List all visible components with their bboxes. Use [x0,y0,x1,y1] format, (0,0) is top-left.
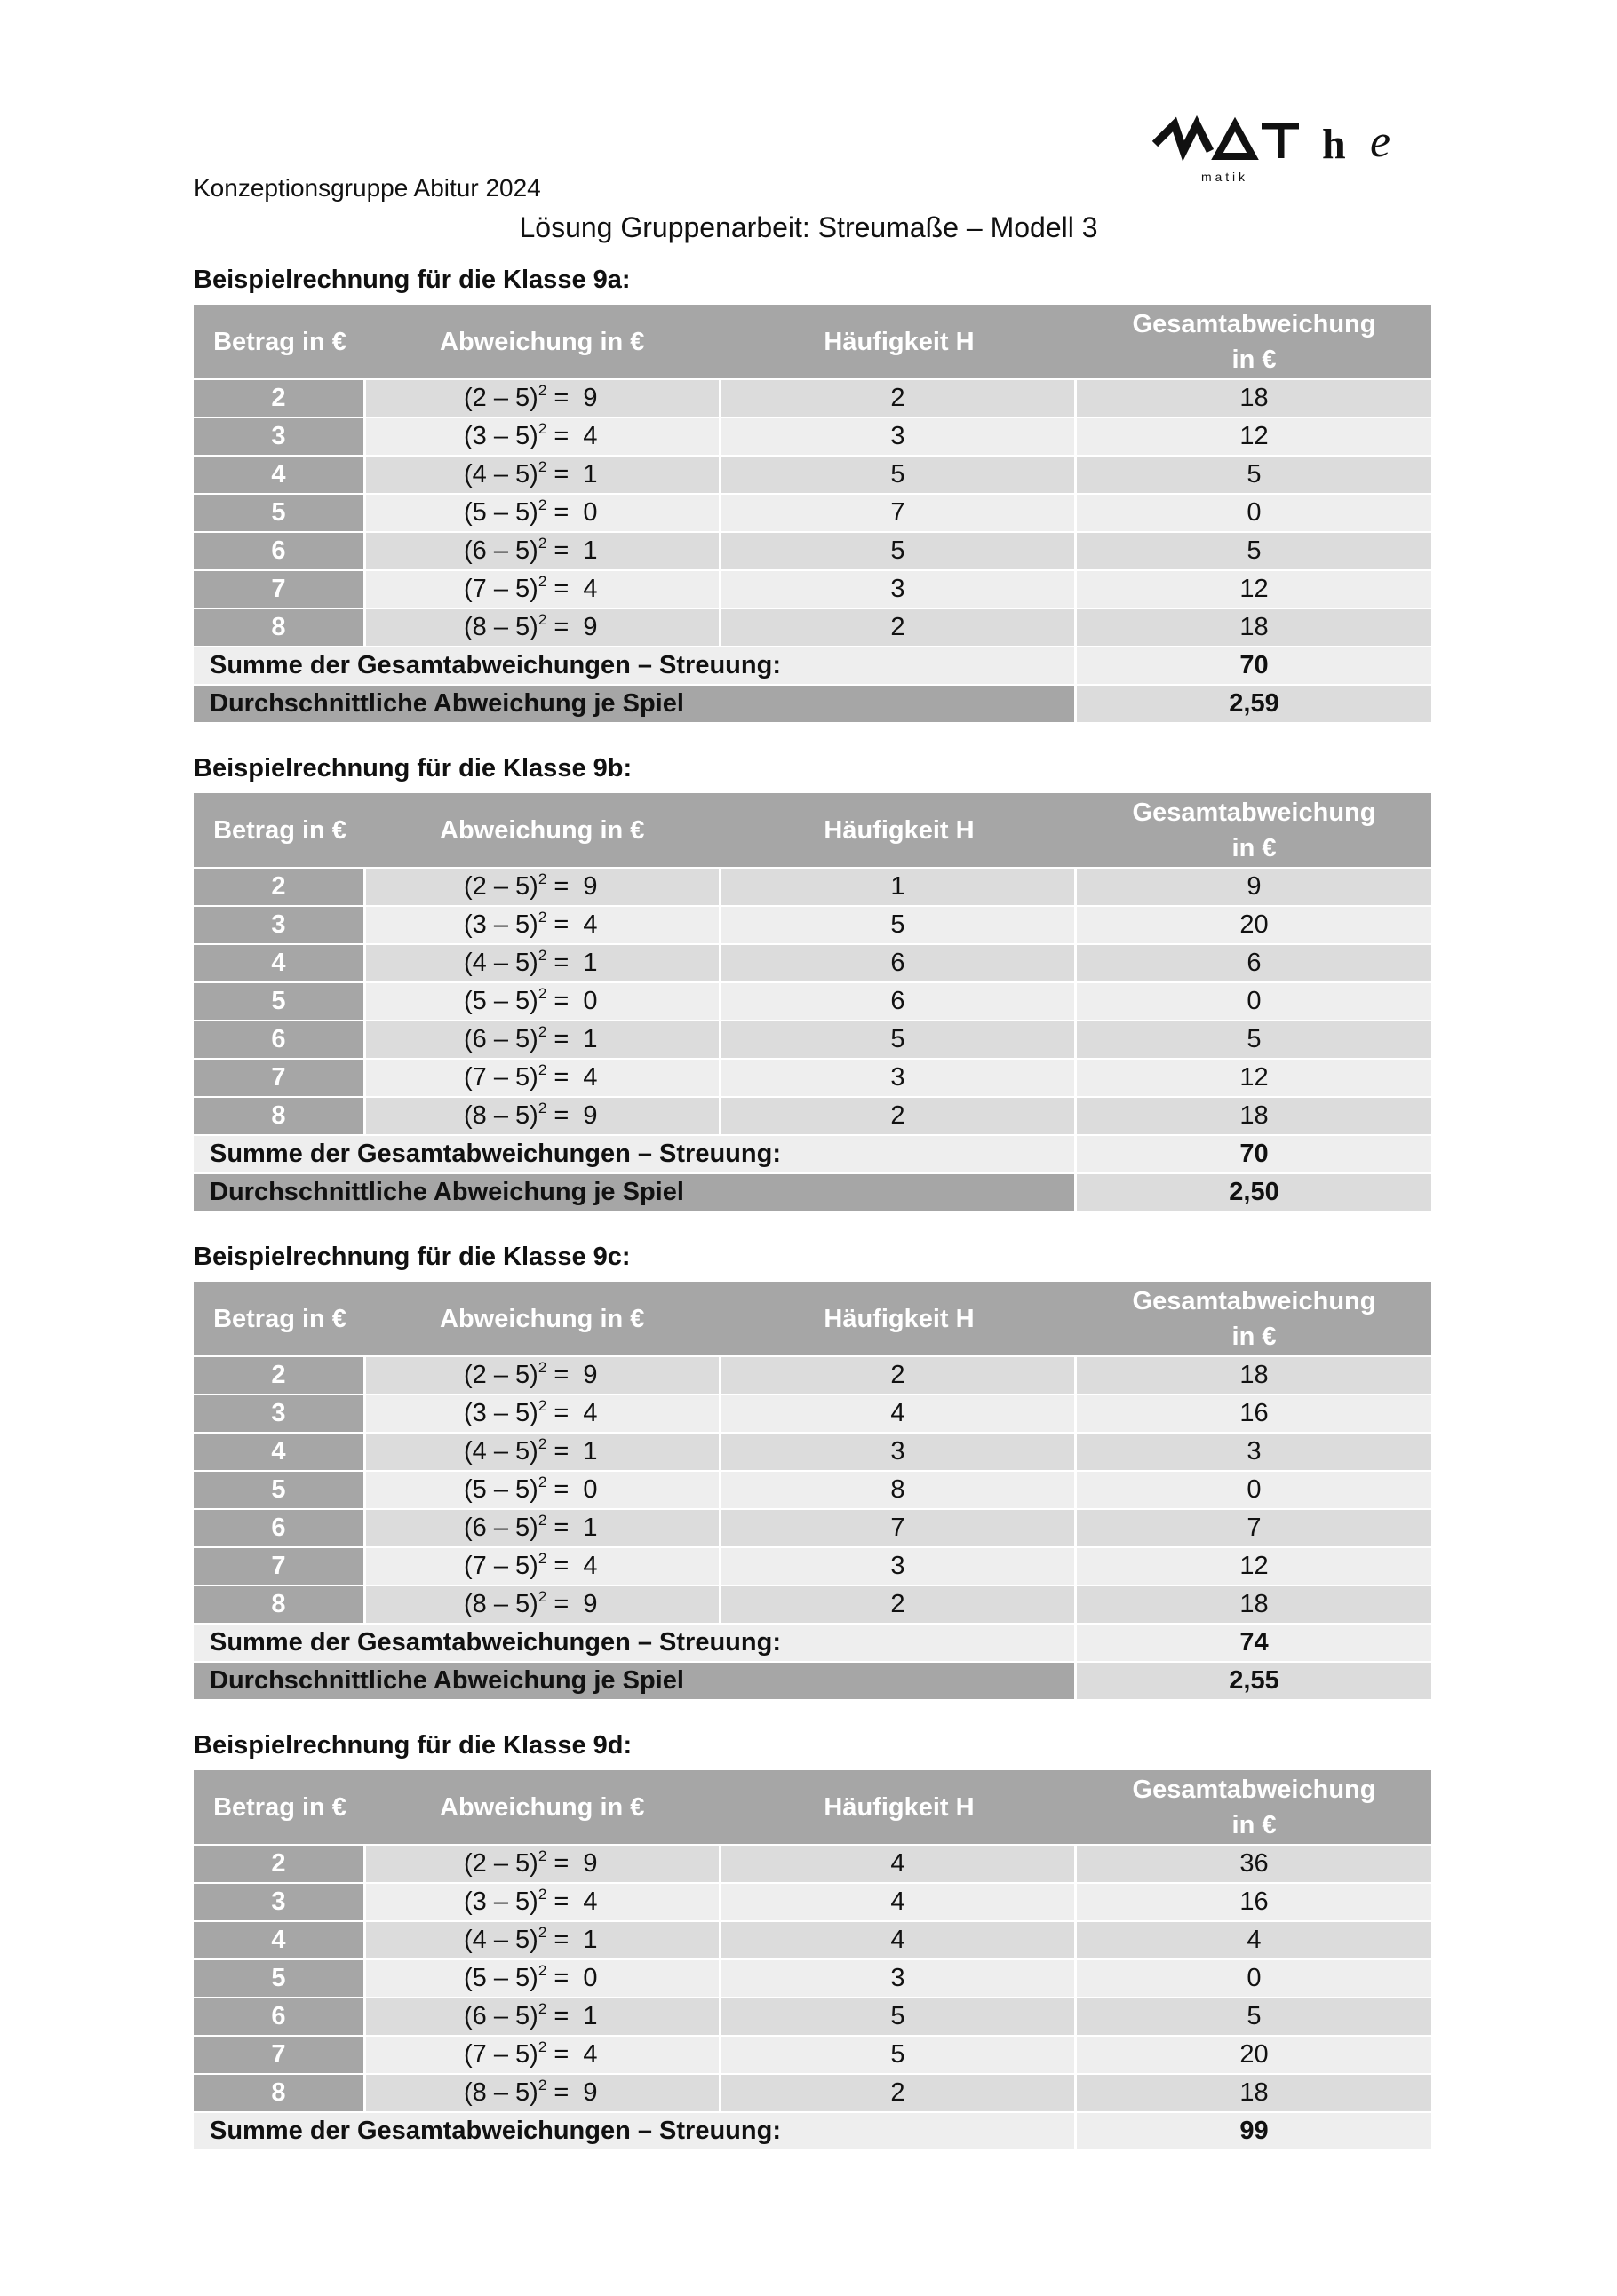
betrag-cell: 3 [194,417,366,455]
abweichung-cell: (4 – 5)$^2$ = 1 [366,943,721,981]
gesamtabweichung-cell: 5 [1077,1997,1431,2035]
svg-text:h: h [1322,121,1346,168]
column-header: Gesamtabweichung in € [1077,793,1431,867]
abweichung-cell: (8 – 5)$^2$ = 9 [366,2073,721,2111]
betrag-cell: 4 [194,455,366,493]
organization-label: Konzeptionsgruppe Abitur 2024 [194,174,541,202]
gesamtabweichung-cell: 16 [1077,1394,1431,1432]
haeufigkeit-cell: 4 [721,1394,1077,1432]
haeufigkeit-cell: 8 [721,1470,1077,1508]
table-row [194,905,1431,943]
haeufigkeit-cell: 2 [721,378,1077,417]
haeufigkeit-cell: 2 [721,1585,1077,1623]
haeufigkeit-cell: 4 [721,1844,1077,1882]
table-row [194,1020,1431,1058]
column-header: Betrag in € [194,305,366,378]
abweichung-cell: (4 – 5)$^2$ = 1 [366,1432,721,1470]
haeufigkeit-cell: 4 [721,1882,1077,1920]
betrag-cell: 4 [194,1432,366,1470]
svg-text:e: e [1370,116,1391,167]
average-label: Durchschnittliche Abweichung je Spiel [194,1661,1077,1699]
betrag-cell: 3 [194,1882,366,1920]
sum-label: Summe der Gesamtabweichungen – Streuung: [194,646,1077,684]
haeufigkeit-cell: 6 [721,943,1077,981]
table-row [194,1355,1431,1394]
table-row [194,2035,1431,2073]
haeufigkeit-cell: 4 [721,1920,1077,1958]
sum-row [194,646,1431,684]
average-value: 2,59 [1077,684,1431,722]
gesamtabweichung-cell: 5 [1077,1020,1431,1058]
abweichung-cell: (4 – 5)$^2$ = 1 [366,1920,721,1958]
table-row [194,1058,1431,1096]
betrag-cell: 4 [194,943,366,981]
deviation-table [194,793,1431,1211]
betrag-cell: 6 [194,1020,366,1058]
betrag-cell: 2 [194,1844,366,1882]
haeufigkeit-cell: 5 [721,531,1077,569]
column-header: Häufigkeit H [721,305,1077,378]
column-header: Häufigkeit H [721,793,1077,867]
gesamtabweichung-cell: 0 [1077,1958,1431,1997]
table-row [194,943,1431,981]
section-heading: Beispielrechnung für die Klasse 9b: [194,754,633,783]
abweichung-cell: (5 – 5)$^2$ = 0 [366,1958,721,1997]
betrag-cell: 3 [194,1394,366,1432]
table-row [194,493,1431,531]
sum-row [194,1623,1431,1661]
abweichung-cell: (6 – 5)$^2$ = 1 [366,1020,721,1058]
average-value: 2,50 [1077,1172,1431,1211]
table-row [194,1432,1431,1470]
abweichung-cell: (4 – 5)$^2$ = 1 [366,455,721,493]
abweichung-cell: (7 – 5)$^2$ = 4 [366,569,721,608]
deviation-table [194,1770,1431,2149]
column-header: Abweichung in € [366,793,721,867]
gesamtabweichung-cell: 12 [1077,1058,1431,1096]
gesamtabweichung-cell: 3 [1077,1432,1431,1470]
gesamtabweichung-cell: 0 [1077,493,1431,531]
section-heading: Beispielrechnung für die Klasse 9a: [194,266,631,294]
sum-label: Summe der Gesamtabweichungen – Streuung: [194,1623,1077,1661]
haeufigkeit-cell: 3 [721,1432,1077,1470]
gesamtabweichung-cell: 12 [1077,569,1431,608]
betrag-cell: 5 [194,1958,366,1997]
gesamtabweichung-cell: 20 [1077,2035,1431,2073]
average-row [194,1172,1431,1211]
deviation-table [194,1282,1431,1699]
gesamtabweichung-cell: 36 [1077,1844,1431,1882]
betrag-cell: 5 [194,1470,366,1508]
gesamtabweichung-cell: 12 [1077,1546,1431,1585]
table-row [194,1958,1431,1997]
table-row [194,2073,1431,2111]
abweichung-cell: (8 – 5)$^2$ = 9 [366,608,721,646]
gesamtabweichung-cell: 16 [1077,1882,1431,1920]
gesamtabweichung-cell: 7 [1077,1508,1431,1546]
haeufigkeit-cell: 3 [721,1958,1077,1997]
haeufigkeit-cell: 3 [721,569,1077,608]
abweichung-cell: (3 – 5)$^2$ = 4 [366,1394,721,1432]
haeufigkeit-cell: 6 [721,981,1077,1020]
section-heading: Beispielrechnung für die Klasse 9d: [194,1731,633,1760]
abweichung-cell: (2 – 5)$^2$ = 9 [366,1844,721,1882]
sum-value: 70 [1077,646,1431,684]
table-row [194,1508,1431,1546]
betrag-cell: 8 [194,1096,366,1134]
abweichung-cell: (2 – 5)$^2$ = 9 [366,1355,721,1394]
haeufigkeit-cell: 7 [721,493,1077,531]
gesamtabweichung-cell: 0 [1077,1470,1431,1508]
table-row [194,608,1431,646]
gesamtabweichung-cell: 18 [1077,1585,1431,1623]
sum-label: Summe der Gesamtabweichungen – Streuung: [194,2111,1077,2149]
gesamtabweichung-cell: 9 [1077,867,1431,905]
sum-label: Summe der Gesamtabweichungen – Streuung: [194,1134,1077,1172]
average-label: Durchschnittliche Abweichung je Spiel [194,1172,1077,1211]
table-row [194,1394,1431,1432]
betrag-cell: 8 [194,608,366,646]
logo-subtext: m a t i k [1201,170,1246,184]
table-row [194,981,1431,1020]
table-row [194,1997,1431,2035]
betrag-cell: 5 [194,981,366,1020]
page-title: Lösung Gruppenarbeit: Streumaße – Modell 3 [519,211,1098,243]
haeufigkeit-cell: 1 [721,867,1077,905]
column-header: Betrag in € [194,1770,366,1844]
abweichung-cell: (6 – 5)$^2$ = 1 [366,1997,721,2035]
haeufigkeit-cell: 5 [721,2035,1077,2073]
haeufigkeit-cell: 5 [721,905,1077,943]
sum-row [194,2111,1431,2149]
betrag-cell: 7 [194,1058,366,1096]
abweichung-cell: (3 – 5)$^2$ = 4 [366,417,721,455]
average-value: 2,55 [1077,1661,1431,1699]
column-header: Betrag in € [194,1282,366,1355]
betrag-cell: 7 [194,2035,366,2073]
abweichung-cell: (5 – 5)$^2$ = 0 [366,1470,721,1508]
table-row [194,1882,1431,1920]
sum-row [194,1134,1431,1172]
abweichung-cell: (8 – 5)$^2$ = 9 [366,1585,721,1623]
gesamtabweichung-cell: 18 [1077,1355,1431,1394]
betrag-cell: 6 [194,1997,366,2035]
abweichung-cell: (6 – 5)$^2$ = 1 [366,531,721,569]
table-row [194,531,1431,569]
gesamtabweichung-cell: 18 [1077,1096,1431,1134]
abweichung-cell: (7 – 5)$^2$ = 4 [366,2035,721,2073]
betrag-cell: 3 [194,905,366,943]
column-header: Gesamtabweichung in € [1077,305,1431,378]
mathe-logo [1148,115,1432,187]
deviation-table [194,305,1431,722]
table-row [194,1096,1431,1134]
betrag-cell: 7 [194,569,366,608]
abweichung-cell: (7 – 5)$^2$ = 4 [366,1546,721,1585]
gesamtabweichung-cell: 18 [1077,378,1431,417]
table-row [194,1920,1431,1958]
column-header: Gesamtabweichung in € [1077,1282,1431,1355]
betrag-cell: 6 [194,1508,366,1546]
gesamtabweichung-cell: 0 [1077,981,1431,1020]
gesamtabweichung-cell: 12 [1077,417,1431,455]
haeufigkeit-cell: 2 [721,1096,1077,1134]
gesamtabweichung-cell: 4 [1077,1920,1431,1958]
column-header: Abweichung in € [366,1282,721,1355]
table-row [194,867,1431,905]
abweichung-cell: (3 – 5)$^2$ = 4 [366,905,721,943]
column-header: Betrag in € [194,793,366,867]
table-row [194,569,1431,608]
betrag-cell: 2 [194,867,366,905]
average-label: Durchschnittliche Abweichung je Spiel [194,684,1077,722]
haeufigkeit-cell: 3 [721,1546,1077,1585]
haeufigkeit-cell: 2 [721,608,1077,646]
betrag-cell: 2 [194,1355,366,1394]
gesamtabweichung-cell: 5 [1077,531,1431,569]
table-row [194,378,1431,417]
column-header: Abweichung in € [366,1770,721,1844]
haeufigkeit-cell: 5 [721,1997,1077,2035]
abweichung-cell: (5 – 5)$^2$ = 0 [366,981,721,1020]
betrag-cell: 8 [194,2073,366,2111]
betrag-cell: 4 [194,1920,366,1958]
table-row [194,1844,1431,1882]
gesamtabweichung-cell: 20 [1077,905,1431,943]
sum-value: 74 [1077,1623,1431,1661]
abweichung-cell: (5 – 5)$^2$ = 0 [366,493,721,531]
section-heading: Beispielrechnung für die Klasse 9c: [194,1243,631,1271]
abweichung-cell: (8 – 5)$^2$ = 9 [366,1096,721,1134]
betrag-cell: 8 [194,1585,366,1623]
column-header: Gesamtabweichung in € [1077,1770,1431,1844]
table-row [194,1546,1431,1585]
gesamtabweichung-cell: 18 [1077,2073,1431,2111]
table-row [194,417,1431,455]
table-row [194,1585,1431,1623]
betrag-cell: 6 [194,531,366,569]
haeufigkeit-cell: 3 [721,417,1077,455]
abweichung-cell: (2 – 5)$^2$ = 9 [366,867,721,905]
average-row [194,1661,1431,1699]
column-header: Häufigkeit H [721,1770,1077,1844]
haeufigkeit-cell: 7 [721,1508,1077,1546]
betrag-cell: 2 [194,378,366,417]
average-row [194,684,1431,722]
table-row [194,1470,1431,1508]
haeufigkeit-cell: 5 [721,1020,1077,1058]
haeufigkeit-cell: 5 [721,455,1077,493]
sum-value: 99 [1077,2111,1431,2149]
sum-value: 70 [1077,1134,1431,1172]
haeufigkeit-cell: 3 [721,1058,1077,1096]
haeufigkeit-cell: 2 [721,2073,1077,2111]
table-row [194,455,1431,493]
abweichung-cell: (7 – 5)$^2$ = 4 [366,1058,721,1096]
abweichung-cell: (2 – 5)$^2$ = 9 [366,378,721,417]
gesamtabweichung-cell: 5 [1077,455,1431,493]
betrag-cell: 5 [194,493,366,531]
column-header: Abweichung in € [366,305,721,378]
haeufigkeit-cell: 2 [721,1355,1077,1394]
column-header: Häufigkeit H [721,1282,1077,1355]
gesamtabweichung-cell: 18 [1077,608,1431,646]
abweichung-cell: (6 – 5)$^2$ = 1 [366,1508,721,1546]
abweichung-cell: (3 – 5)$^2$ = 4 [366,1882,721,1920]
gesamtabweichung-cell: 6 [1077,943,1431,981]
betrag-cell: 7 [194,1546,366,1585]
